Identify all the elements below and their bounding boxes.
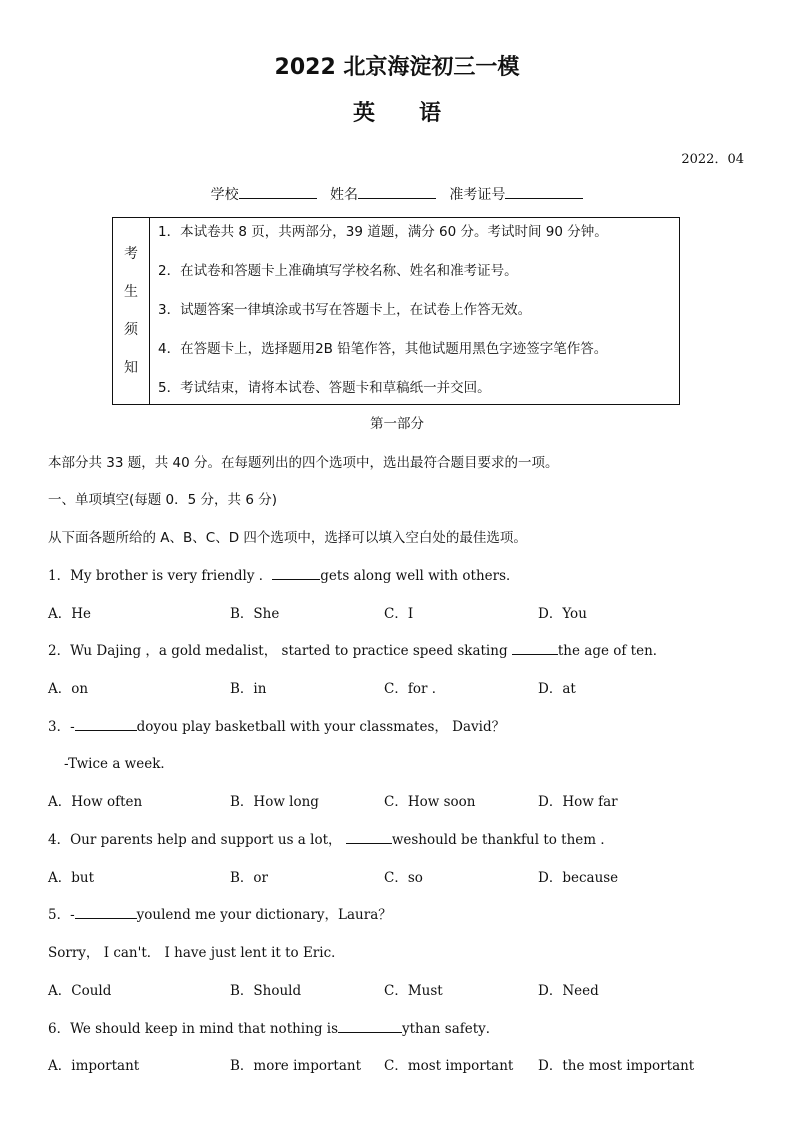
option-b[interactable]: B．Should [230, 983, 302, 999]
option-d[interactable]: D．You [538, 606, 587, 622]
part-heading: 第一部分 [370, 416, 424, 432]
option-b[interactable]: B．in [230, 681, 267, 697]
name-blank[interactable] [358, 184, 436, 199]
option-d[interactable]: D．because [538, 870, 619, 886]
option-c[interactable]: C．I [384, 606, 414, 622]
option-d[interactable]: D．How far [538, 794, 618, 810]
question-3-reply: -Twice a week． [64, 756, 174, 772]
option-a[interactable]: A．Could [48, 983, 112, 999]
notice-item: 2．在试卷和答题卡上准确填写学校名称、姓名和准考证号。 [158, 263, 518, 279]
section-heading: 一、单项填空(每题 0．5 分，共 6 分) [48, 492, 277, 508]
question-6: 6．We should keep in mind that nothing is ythan safety． [48, 1021, 500, 1037]
name-label: 姓名 [330, 187, 358, 203]
student-info-fields [0, 184, 794, 204]
school-blank[interactable] [239, 184, 317, 199]
question-3: 3．- doyou play basketball with your classmates， David？ [48, 719, 506, 735]
section-instruction: 从下面各题所给的 A、B、C、D 四个选项中，选择可以填入空白处的最佳选项。 [48, 530, 527, 546]
question-1: 1．My brother is very friendly ． gets along well with others． [48, 568, 520, 584]
notice-item: 4．在答题卡上，选择题用2B 铅笔作答，其他试题用黑色字迹签字笔作答。 [158, 341, 608, 357]
option-c[interactable]: C．Must [384, 983, 443, 999]
option-a[interactable]: A．on [48, 681, 89, 697]
option-a[interactable]: A．but [48, 870, 95, 886]
exam-date: 2022．04 [681, 152, 744, 167]
notice-items [150, 218, 679, 404]
question-4: 4．Our parents help and support us a lot， weshould be thankful to them ． [48, 832, 614, 848]
question-2: 2．Wu Dajing ，a gold medalist， started to practice speed skating the age of ten． [48, 643, 667, 659]
option-b[interactable]: B．She [230, 606, 280, 622]
school-label: 学校 [210, 187, 239, 203]
notice-item: 1．本试卷共 8 页，共两部分，39 道题，满分 60 分。考试时间 90 分钟。 [158, 224, 608, 240]
part-intro: 本部分共 33 题，共 40 分。在每题列出的四个选项中，选出最符合题目要求的一项。 [48, 455, 559, 471]
document-title: 2022 北京海淀初三一模 [274, 55, 520, 80]
option-b[interactable]: B．more important [230, 1058, 362, 1074]
exam-id-label: 准考证号 [449, 187, 506, 203]
option-c[interactable]: C．most important [384, 1058, 514, 1074]
question-5: 5．- youlend me your dictionary，Laura？ [48, 907, 392, 923]
option-d[interactable]: D．at [538, 681, 576, 697]
option-c[interactable]: C．How soon [384, 794, 476, 810]
notice-box [112, 217, 680, 405]
option-d[interactable]: D．the most important [538, 1058, 695, 1074]
notice-side-label: 考 生 须 知 [113, 218, 150, 404]
option-a[interactable]: A．How often [48, 794, 143, 810]
option-d[interactable]: D．Need [538, 983, 599, 999]
question-5-reply: Sorry， I can't． I have just lent it to Eric． [48, 945, 345, 961]
exam-id-blank[interactable] [505, 184, 583, 199]
option-b[interactable]: B．or [230, 870, 269, 886]
notice-item: 3．试题答案一律填涂或书写在答题卡上，在试卷上作答无效。 [158, 302, 532, 318]
option-a[interactable]: A．He [48, 606, 92, 622]
option-a[interactable]: A．important [48, 1058, 140, 1074]
subject-title: 英语 [352, 101, 485, 126]
option-c[interactable]: C．so [384, 870, 423, 886]
notice-item: 5．考试结束，请将本试卷、答题卡和草稿纸一并交回。 [158, 380, 491, 396]
option-b[interactable]: B．How long [230, 794, 319, 810]
option-c[interactable]: C．for ． [384, 681, 446, 697]
